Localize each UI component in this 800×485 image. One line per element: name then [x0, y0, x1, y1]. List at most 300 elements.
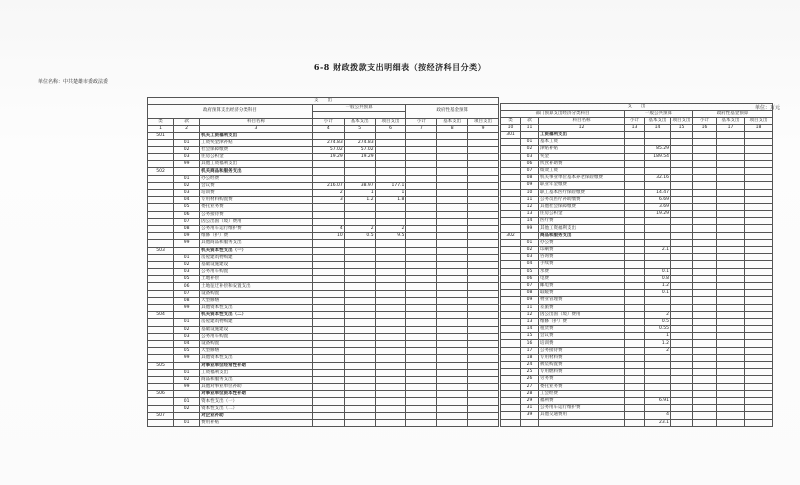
row-basic-amount [645, 182, 671, 189]
row-fund-subtotal [406, 218, 437, 225]
row-fund-subtotal [406, 139, 437, 146]
row-class-code: 302 [501, 232, 521, 239]
row-fund-project [745, 211, 773, 218]
row-fund-basic [717, 132, 745, 139]
row-fund-subtotal [406, 269, 437, 276]
row-fund-basic [717, 268, 745, 275]
row-subject-name [539, 419, 625, 426]
table-row [501, 247, 773, 254]
row-subject-name: 机关商品和服务支出 [200, 168, 313, 175]
row-fund-basic [437, 254, 468, 261]
row-basic-amount [645, 261, 671, 268]
row-fund-project [745, 261, 773, 268]
row-fund-project [745, 146, 773, 153]
left-group-header: 政府预算支出经济分类科目 [148, 105, 313, 119]
table-row [148, 240, 499, 247]
row-fund-project [468, 333, 499, 340]
row-class-code [501, 354, 521, 361]
row-fund-subtotal [406, 154, 437, 161]
row-subtotal [625, 167, 645, 174]
row-item-code: 99 [174, 305, 200, 312]
row-basic-amount [344, 297, 375, 304]
row-subtotal: 274.83 [312, 139, 344, 146]
row-fund-basic [717, 196, 745, 203]
row-fund-basic [717, 419, 745, 426]
row-project-amount [375, 240, 406, 247]
row-item-code: 05 [174, 348, 200, 355]
row-item-code [521, 132, 539, 139]
row-fund-basic [717, 160, 745, 167]
row-class-code: 507 [148, 412, 174, 419]
row-class-code [148, 305, 174, 312]
row-fund-project [745, 397, 773, 404]
row-subtotal [625, 146, 645, 153]
row-fund-project [468, 420, 499, 427]
row-basic-amount: 23.1 [645, 419, 671, 426]
row-fund-basic [437, 355, 468, 362]
row-item-code: 08 [521, 175, 539, 182]
row-subject-name: 资本性支出（一） [200, 398, 313, 405]
left-project-header: 项目支出 [375, 118, 406, 125]
row-item-code: 08 [174, 225, 200, 232]
row-subject-name: 其他工资福利支出 [539, 225, 625, 232]
row-fund-project [745, 254, 773, 261]
row-item-code: 39 [521, 412, 539, 419]
row-project-amount [671, 218, 693, 225]
right-subtotal-header: 小计 [625, 118, 645, 125]
row-fund-basic [437, 182, 468, 189]
row-class-code: 502 [148, 168, 174, 175]
row-fund-project [468, 362, 499, 369]
table-row [148, 283, 499, 290]
row-item-code: 09 [521, 182, 539, 189]
row-subtotal [625, 218, 645, 225]
left-fund-budget-header: 政府性基金预算 [406, 105, 499, 119]
row-subtotal [312, 290, 344, 297]
row-class-code [501, 290, 521, 297]
row-fund-basic [437, 376, 468, 383]
row-project-amount [375, 319, 406, 326]
row-subtotal [312, 405, 344, 412]
row-item-code: 06 [174, 211, 200, 218]
row-fund-subtotal [406, 297, 437, 304]
row-item-code: 03 [174, 269, 200, 276]
row-project-amount [375, 254, 406, 261]
row-project-amount [671, 354, 693, 361]
table-row [148, 182, 499, 189]
row-project-amount: 2 [375, 225, 406, 232]
row-subject-name: 奖金 [539, 153, 625, 160]
row-fund-project [468, 168, 499, 175]
row-fund-project [745, 268, 773, 275]
row-subtotal [625, 347, 645, 354]
row-fund-project [468, 146, 499, 153]
row-project-amount [375, 326, 406, 333]
row-project-amount [671, 383, 693, 390]
row-subtotal [625, 203, 645, 210]
unit-currency-label: 单位：万元 [754, 105, 780, 111]
left-column-number: 7 [406, 125, 437, 132]
row-subtotal [625, 189, 645, 196]
row-basic-amount [645, 167, 671, 174]
right-column-number: 13 [625, 125, 645, 132]
row-subject-name: 工会经费 [539, 390, 625, 397]
row-fund-basic [717, 282, 745, 289]
row-basic-amount: 19.29 [645, 211, 671, 218]
row-item-code: 14 [521, 218, 539, 225]
row-item-code: 06 [174, 283, 200, 290]
row-item-code: 13 [521, 211, 539, 218]
row-fund-basic [437, 362, 468, 369]
row-fund-basic [437, 384, 468, 391]
row-subtotal [312, 391, 344, 398]
row-fund-subtotal [693, 132, 717, 139]
row-subject-name: 差旅费 [539, 304, 625, 311]
row-project-amount [671, 196, 693, 203]
row-subtotal [625, 275, 645, 282]
row-fund-project [745, 132, 773, 139]
row-basic-amount [344, 254, 375, 261]
row-basic-amount: 1 [645, 333, 671, 340]
row-subject-name: 委托业务费 [200, 204, 313, 211]
row-fund-subtotal [693, 175, 717, 182]
row-fund-basic [717, 311, 745, 318]
row-fund-subtotal [693, 146, 717, 153]
row-fund-project [468, 175, 499, 182]
row-basic-amount [344, 348, 375, 355]
row-item-code: 03 [521, 254, 539, 261]
row-basic-amount: 189.54 [645, 153, 671, 160]
row-basic-amount [645, 139, 671, 146]
row-basic-amount [645, 297, 671, 304]
row-subtotal [625, 196, 645, 203]
row-class-code [148, 398, 174, 405]
row-project-amount [671, 376, 693, 383]
row-fund-project [745, 175, 773, 182]
row-basic-amount [344, 247, 375, 254]
row-fund-basic [437, 161, 468, 168]
row-project-amount [671, 340, 693, 347]
row-item-code [521, 419, 539, 426]
row-fund-project [468, 355, 499, 362]
row-item-code: 31 [521, 405, 539, 412]
row-fund-basic [717, 175, 745, 182]
row-fund-project [468, 283, 499, 290]
row-fund-subtotal [693, 211, 717, 218]
table-row [501, 290, 773, 297]
row-item-code: 99 [174, 161, 200, 168]
row-subject-name: 其他资本性支出 [200, 305, 313, 312]
row-fund-basic [437, 197, 468, 204]
row-project-amount [671, 412, 693, 419]
row-fund-basic [437, 132, 468, 139]
row-item-code: 99 [174, 355, 200, 362]
row-fund-basic [717, 189, 745, 196]
row-basic-amount: 6.91 [645, 397, 671, 404]
row-subject-name: 机关资本性支出（一） [200, 247, 313, 254]
table-row [501, 160, 773, 167]
row-class-code [148, 283, 174, 290]
table-row [501, 139, 773, 146]
row-fund-subtotal [406, 197, 437, 204]
row-subtotal [625, 326, 645, 333]
table-row [501, 354, 773, 361]
row-fund-subtotal [693, 225, 717, 232]
row-fund-project [468, 261, 499, 268]
row-basic-amount [645, 405, 671, 412]
row-fund-basic [717, 232, 745, 239]
row-item-code: 27 [521, 383, 539, 390]
row-item-code: 02 [174, 405, 200, 412]
row-basic-amount [344, 161, 375, 168]
row-fund-subtotal [693, 311, 717, 318]
row-subtotal [312, 312, 344, 319]
row-fund-basic [437, 276, 468, 283]
row-class-code [501, 297, 521, 304]
row-subtotal: 10 [312, 233, 344, 240]
row-fund-subtotal [693, 182, 717, 189]
row-fund-basic [717, 146, 745, 153]
row-fund-basic [717, 376, 745, 383]
row-item-code: 24 [521, 362, 539, 369]
table-row [148, 261, 499, 268]
row-fund-basic [717, 218, 745, 225]
row-subject-name: 职工基本医疗保险缴费 [539, 189, 625, 196]
row-fund-subtotal [693, 369, 717, 376]
row-subject-name: 商品和服务支出 [539, 232, 625, 239]
row-fund-subtotal [406, 175, 437, 182]
row-project-amount [671, 297, 693, 304]
row-basic-amount [645, 218, 671, 225]
row-fund-subtotal [693, 383, 717, 390]
row-subject-name: 福利费 [539, 397, 625, 404]
row-item-code: 02 [174, 146, 200, 153]
row-fund-subtotal [406, 348, 437, 355]
row-fund-basic [437, 290, 468, 297]
row-project-amount [375, 420, 406, 427]
row-subtotal [625, 369, 645, 376]
row-item-code: 99 [521, 225, 539, 232]
row-project-amount [375, 333, 406, 340]
row-subject-name: 公务接待费 [539, 347, 625, 354]
row-subject-name: 公务用车购置 [200, 269, 313, 276]
table-row [148, 340, 499, 347]
row-project-amount [375, 218, 406, 225]
row-fund-basic [437, 326, 468, 333]
right-section-header: 支 出 [501, 104, 773, 111]
row-basic-amount [344, 405, 375, 412]
row-class-code [501, 203, 521, 210]
table-row [148, 405, 499, 412]
row-subject-name: 住房公积金 [200, 154, 313, 161]
row-class-code [148, 297, 174, 304]
row-class-code [501, 390, 521, 397]
row-basic-amount [344, 283, 375, 290]
table-row [501, 275, 773, 282]
row-class-code [148, 154, 174, 161]
row-basic-amount [344, 319, 375, 326]
row-basic-amount [344, 333, 375, 340]
row-item-code [174, 247, 200, 254]
row-basic-amount: 2.1 [645, 247, 671, 254]
right-project-header: 项目支出 [672, 118, 691, 123]
row-class-code [148, 276, 174, 283]
row-project-amount [375, 391, 406, 398]
row-subtotal [312, 218, 344, 225]
row-subtotal [625, 311, 645, 318]
row-item-code [521, 232, 539, 239]
row-fund-basic [717, 297, 745, 304]
row-subject-name: 津贴补贴 [539, 146, 625, 153]
row-fund-subtotal [406, 312, 437, 319]
row-fund-basic [717, 383, 745, 390]
row-subject-name: 房屋建筑物购建 [200, 254, 313, 261]
row-fund-subtotal [406, 384, 437, 391]
row-basic-amount [344, 312, 375, 319]
row-subject-name: 专用材料费 [539, 354, 625, 361]
row-project-amount [671, 333, 693, 340]
row-project-amount [671, 182, 693, 189]
row-fund-basic [717, 275, 745, 282]
row-fund-project [468, 376, 499, 383]
table-row [501, 369, 773, 376]
row-fund-subtotal [693, 189, 717, 196]
row-item-code: 01 [174, 139, 200, 146]
table-row [501, 282, 773, 289]
row-subtotal [625, 362, 645, 369]
row-subject-name: 会议费 [539, 333, 625, 340]
row-fund-basic [437, 247, 468, 254]
row-basic-amount [344, 240, 375, 247]
row-basic-amount [344, 132, 375, 139]
row-item-code: 04 [174, 340, 200, 347]
row-basic-amount: 57.02 [344, 146, 375, 153]
row-class-code [501, 218, 521, 225]
row-project-amount [375, 261, 406, 268]
row-item-code: 01 [521, 239, 539, 246]
table-row [501, 326, 773, 333]
row-fund-basic [717, 333, 745, 340]
row-class-code [501, 261, 521, 268]
row-project-amount: 9.5 [375, 233, 406, 240]
row-class-code [148, 348, 174, 355]
table-row [148, 269, 499, 276]
row-subtotal [312, 175, 344, 182]
row-subtotal: 4 [312, 225, 344, 232]
row-subject-name: 机关资本性支出（二） [200, 312, 313, 319]
row-subtotal [312, 412, 344, 419]
row-item-code: 01 [174, 254, 200, 261]
row-fund-project [745, 383, 773, 390]
row-subject-name: 取暖费 [539, 290, 625, 297]
row-item-code: 06 [521, 275, 539, 282]
row-fund-project [745, 376, 773, 383]
row-basic-amount [344, 355, 375, 362]
row-subject-name: 设备购置 [200, 290, 313, 297]
row-subject-name: 印刷费 [539, 247, 625, 254]
row-subtotal [312, 269, 344, 276]
row-item-code: 02 [174, 182, 200, 189]
row-fund-basic [717, 354, 745, 361]
row-item-code: 10 [521, 189, 539, 196]
row-project-amount [375, 211, 406, 218]
row-class-code [148, 384, 174, 391]
row-fund-subtotal [406, 146, 437, 153]
row-fund-subtotal [406, 211, 437, 218]
row-subtotal [312, 204, 344, 211]
right-fund-budget-header: 政府性基金预算 [693, 111, 773, 118]
left-column-number: 1 [148, 125, 174, 132]
row-project-amount [375, 362, 406, 369]
row-basic-amount [344, 218, 375, 225]
row-class-code [501, 196, 521, 203]
row-basic-amount: 0.5 [344, 233, 375, 240]
row-project-amount [671, 139, 693, 146]
row-item-code [174, 362, 200, 369]
row-fund-project [468, 384, 499, 391]
row-subtotal [312, 261, 344, 268]
row-fund-project [468, 182, 499, 189]
row-subject-name: 公务用车购置 [200, 333, 313, 340]
table-row [148, 190, 499, 197]
row-class-code [148, 139, 174, 146]
row-subject-name: 委托业务费 [539, 383, 625, 390]
row-fund-subtotal [406, 369, 437, 376]
row-item-code: 05 [174, 204, 200, 211]
row-item-code: 02 [174, 376, 200, 383]
row-class-code [148, 369, 174, 376]
row-subtotal [312, 168, 344, 175]
row-fund-project [745, 347, 773, 354]
row-project-amount [671, 211, 693, 218]
row-project-amount [375, 305, 406, 312]
row-subtotal: 19.29 [312, 154, 344, 161]
row-item-code: 25 [521, 369, 539, 376]
row-class-code [148, 204, 174, 211]
row-item-code: 09 [521, 297, 539, 304]
row-project-amount [375, 154, 406, 161]
row-class-code [501, 189, 521, 196]
row-item-code: 06 [521, 160, 539, 167]
row-subtotal [625, 282, 645, 289]
row-subject-name: 被装购置费 [539, 362, 625, 369]
row-class-code [148, 211, 174, 218]
row-fund-project [468, 197, 499, 204]
row-fund-subtotal [406, 182, 437, 189]
table-row [501, 146, 773, 153]
table-row [148, 297, 499, 304]
row-subtotal: 57.02 [312, 146, 344, 153]
row-fund-basic [717, 318, 745, 325]
row-item-code: 07 [521, 167, 539, 174]
row-class-code [148, 269, 174, 276]
row-fund-subtotal [406, 340, 437, 347]
row-class-code [148, 319, 174, 326]
row-class-code: 501 [148, 132, 174, 139]
row-fund-project [745, 390, 773, 397]
row-basic-amount [645, 376, 671, 383]
row-fund-basic [437, 391, 468, 398]
row-fund-subtotal [406, 247, 437, 254]
row-project-amount [671, 146, 693, 153]
row-fund-basic [437, 139, 468, 146]
row-item-code: 01 [174, 369, 200, 376]
left-section-header: 支 出 [148, 98, 499, 105]
row-fund-project [468, 233, 499, 240]
row-fund-subtotal [693, 254, 717, 261]
table-row [501, 397, 773, 404]
row-fund-basic [717, 139, 745, 146]
